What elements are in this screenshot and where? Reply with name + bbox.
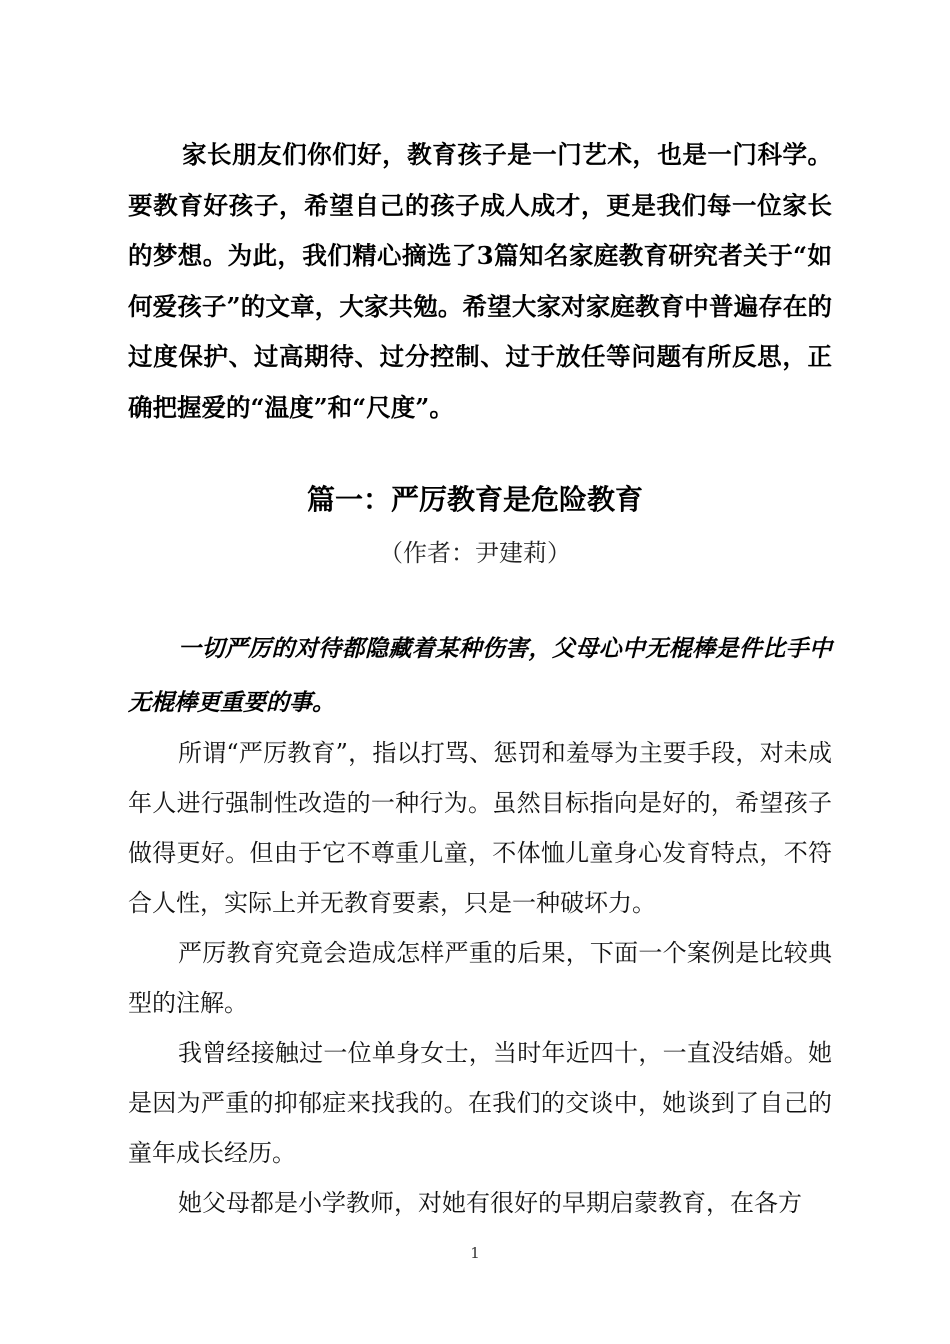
body-paragraph: 所谓“严厉教育”，指以打骂、惩罚和羞辱为主要手段，对未成年人进行强制性改造的一种行为。虽然目标指向是好的，希望孩子做得更好。但由于它不尊重儿童，不体恤儿童身心发育特点，不符合人性，实际上并无教育要素，只是一种破坏力。 <box>128 739 832 917</box>
body-paragraph: 她父母都是小学教师，对她有很好的早期启蒙教育，在各方 <box>178 1189 802 1217</box>
article-author: （作者：尹建莉） <box>379 539 571 567</box>
intro-paragraph: 家长朋友们你们好，教育孩子是一门艺术，也是一门科学。要教育好孩子，希望自己的孩子成人成才，更是我们每一位家长的梦想。为此，我们精心摘选了3篇知名家庭教育研究者关于“如何爱孩子”的文章，大家共勉。希望大家对家庭教育中普遍存在的过度保护、过高期待、过分控制、过于放任等问题有所反思，正确把握爱的“温度”和“尺度”。 <box>128 140 832 422</box>
page-number: 1 <box>470 1244 480 1262</box>
body-paragraph: 严厉教育究竟会造成怎样严重的后果，下面一个案例是比较典型的注解。 <box>128 939 832 1017</box>
article-title: 篇一：严厉教育是危险教育 <box>306 483 643 516</box>
article-body <box>128 728 832 1228</box>
body-paragraph: 我曾经接触过一位单身女士，当时年近四十，一直没结婚。她是因为严重的抑郁症来找我的。在我们的交谈中，她谈到了自己的童年成长经历。 <box>128 1039 832 1167</box>
article-lead: 一切严厉的对待都隐藏着某种伤害，父母心中无棍棒是件比手中无棍棒更重要的事。 <box>128 635 832 716</box>
